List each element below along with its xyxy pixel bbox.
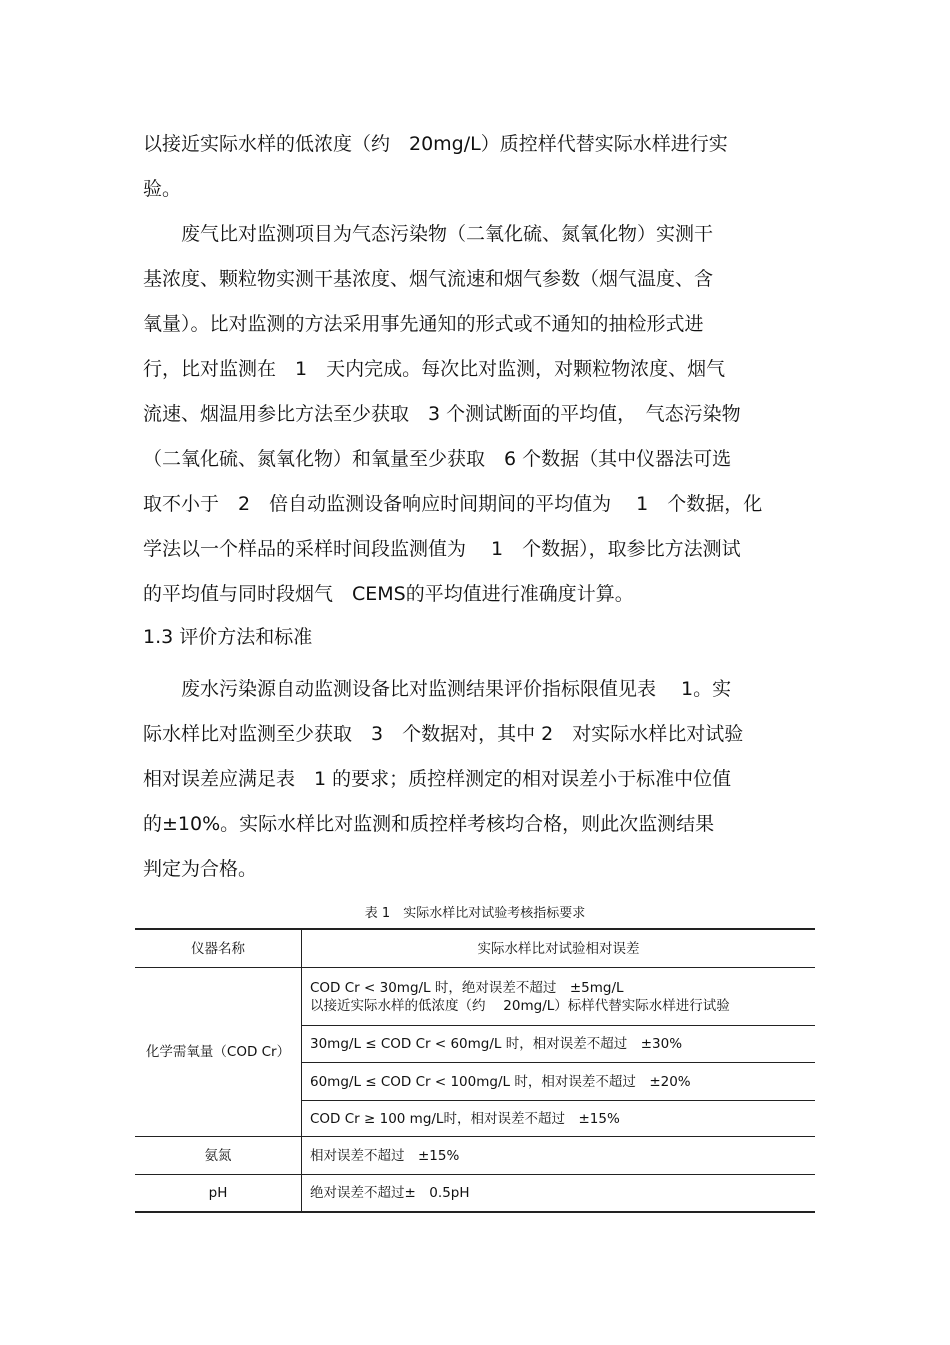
table-row [135,1175,815,1212]
table-caption: 表 1 实际水样比对试验考核指标要求 [364,906,586,921]
ammonia-desc-cell: 相对误差不超过 ±15% [302,1137,816,1175]
cod-low-rule: COD Cr < 30mg/L 时，绝对误差不超过 ±5mg/L [310,979,624,996]
text-line: 际水样比对监测至少获取 3 个数据对，其中 2 对实际水样比对试验 [143,723,744,745]
text-line: 流速、烟温用参比方法至少获取 3 个测试断面的平均值， 气态污染物 [143,403,741,425]
ph-name-cell: pH [135,1175,302,1212]
text-line: 行，比对监测在 1 天内完成。每次比对监测，对颗粒物浓度、烟气 [143,358,726,380]
cod-low-note: 以接近实际水样的低浓度（约 20mg/L）标样代替实际水样进行试验 [310,997,730,1014]
cod-low-cell [302,968,816,1026]
text-line: 学法以一个样品的采样时间段监测值为 1 个数据），取参比方法测试 [143,538,741,560]
table-row [135,1137,815,1175]
table-row [135,968,815,1026]
text-line: 取不小于 2 倍自动监测设备响应时间期间的平均值为 1 个数据，化 [143,493,763,515]
requirements-table [135,928,815,1213]
text-line: 以接近实际水样的低浓度（约 20mg/L）质控样代替实际水样进行实 [143,133,728,155]
ph-desc-cell: 绝对误差不超过± 0.5pH [302,1175,816,1212]
text-line: 基浓度、颗粒物实测干基浓度、烟气流速和烟气参数（烟气温度、含 [143,268,714,290]
cod-30-60-cell: 30mg/L ≤ COD Cr < 60mg/L 时，相对误差不超过 ±30% [302,1026,816,1063]
header-relative-error: 实际水样比对试验相对误差 [302,929,816,968]
header-instrument-name: 仪器名称 [135,929,302,968]
text-line: 废气比对监测项目为气态污染物（二氧化硫、氮氧化物）实测干 [143,223,714,245]
table-header-row [135,929,815,968]
text-line: 的±10%。实际水样比对监测和质控样考核均合格，则此次监测结果 [143,813,715,835]
cod-name-cell: 化学需氧量（COD Cr） [135,968,302,1137]
cod-60-100-cell: 60mg/L ≤ COD Cr < 100mg/L 时，相对误差不超过 ±20% [302,1063,816,1101]
ammonia-name-cell: 氨氮 [135,1137,302,1175]
text-line: 判定为合格。 [143,858,258,880]
text-line: （二氧化硫、氮氧化物）和氧量至少获取 6 个数据（其中仪器法可选 [143,448,732,470]
text-line: 的平均值与同时段烟气 CEMS的平均值进行准确度计算。 [143,583,634,605]
cod-over-100-cell: COD Cr ≥ 100 mg/L时，相对误差不超过 ±15% [302,1101,816,1137]
text-line: 废水污染源自动监测设备比对监测结果评价指标限值见表 1。实 [143,678,732,700]
section-heading: 1.3 评价方法和标准 [143,626,313,648]
text-line: 氧量）。比对监测的方法采用事先通知的形式或不通知的抽检形式进 [143,313,704,335]
text-line: 相对误差应满足表 1 的要求；质控样测定的相对误差小于标准中位值 [143,768,732,790]
text-line: 验。 [143,178,182,200]
